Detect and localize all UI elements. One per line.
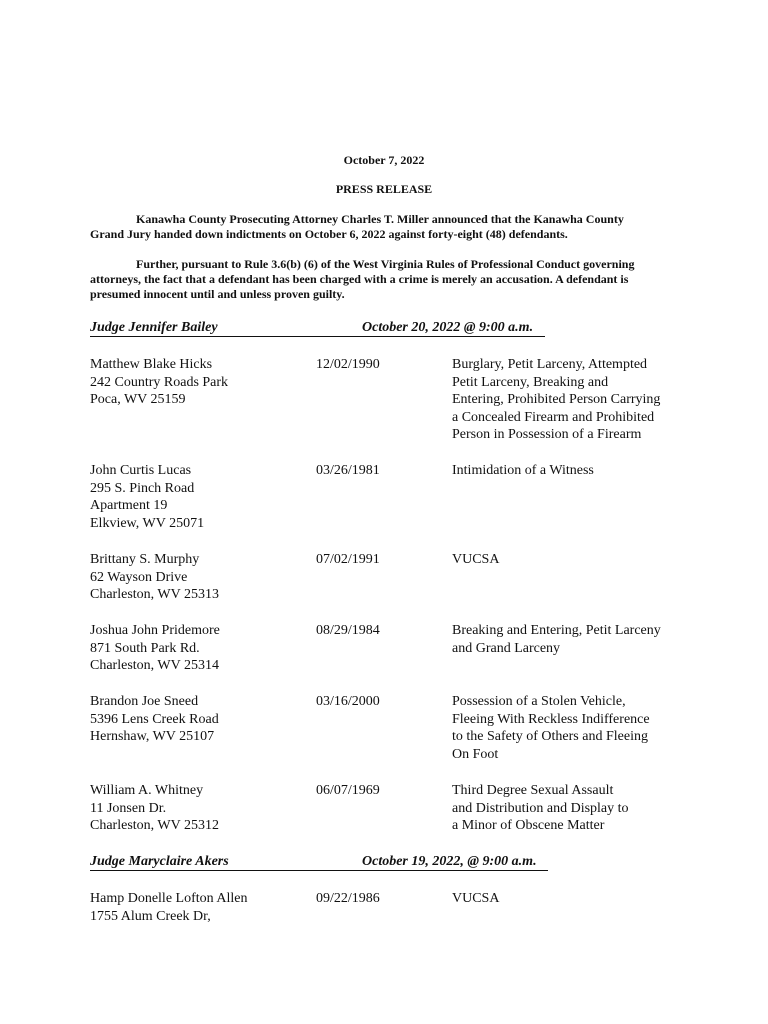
defendant-charges: Burglary, Petit Larceny, Attempted Petit Larceny, Breaking and Entering, Prohibited Person Carrying a Concealed Firearm and Prohibited Person in Possession of a Firearm xyxy=(452,357,661,443)
defendant-charges: VUCSA xyxy=(452,552,500,567)
defendant-dob: 08/29/1984 xyxy=(316,623,380,638)
disclaimer-paragraph: Further, pursuant to Rule 3.6(b) (6) of the West Virginia Rules of Professional Conduct governing attorneys, the fact that a defendant has been charged with a crime is merely an accusation. A defendant is presumed innocent until and unless proven guilty. xyxy=(90,257,635,301)
section-divider xyxy=(90,336,545,337)
defendant-address: John Curtis Lucas 295 S. Pinch Road Apartment 19 Elkview, WV 25071 xyxy=(90,462,310,532)
judge-header-akers xyxy=(90,854,550,870)
defendant-charges: Breaking and Entering, Petit Larceny and Grand Larceny xyxy=(452,623,661,656)
defendant-name: John Curtis Lucas xyxy=(90,463,192,478)
defendant-name: William A. Whitney xyxy=(90,783,204,798)
hearing-date: October 19, 2022, @ 9:00 a.m. xyxy=(362,854,537,869)
defendant-address: William A. Whitney 11 Jonsen Dr. Charleston, WV 25312 xyxy=(90,782,310,835)
judge-header-bailey xyxy=(90,320,550,336)
defendant-name: Brittany S. Murphy xyxy=(90,552,200,567)
defendant-dob: 03/16/2000 xyxy=(316,694,380,709)
release-date: October 7, 2022 xyxy=(343,153,425,167)
defendant-address: Matthew Blake Hicks 242 Country Roads Park Poca, WV 25159 xyxy=(90,356,310,409)
release-title: PRESS RELEASE xyxy=(335,182,433,196)
defendant-address: Joshua John Pridemore 871 South Park Rd. Charleston, WV 25314 xyxy=(90,622,310,675)
defendant-charges: Intimidation of a Witness xyxy=(452,463,594,478)
defendant-name: Joshua John Pridemore xyxy=(90,623,220,638)
defendant-name: Brandon Joe Sneed xyxy=(90,694,199,709)
judge-name: Judge Jennifer Bailey xyxy=(90,320,218,335)
defendant-address: Brittany S. Murphy 62 Wayson Drive Charleston, WV 25313 xyxy=(90,551,310,604)
defendant-address: Hamp Donelle Lofton Allen 1755 Alum Creek Dr, xyxy=(90,890,310,925)
defendant-dob: 09/22/1986 xyxy=(316,891,380,906)
defendant-address: Brandon Joe Sneed 5396 Lens Creek Road Hernshaw, WV 25107 xyxy=(90,693,310,746)
defendant-name: Matthew Blake Hicks xyxy=(90,357,213,372)
defendant-dob: 12/02/1990 xyxy=(316,357,380,372)
hearing-date: October 20, 2022 @ 9:00 a.m. xyxy=(362,320,534,335)
section-divider xyxy=(90,870,548,871)
defendant-dob: 03/26/1981 xyxy=(316,463,380,478)
defendant-dob: 07/02/1991 xyxy=(316,552,380,567)
defendant-dob: 06/07/1969 xyxy=(316,783,380,798)
defendant-charges: Possession of a Stolen Vehicle, Fleeing With Reckless Indifference to the Safety of Others and Fleeing On Foot xyxy=(452,694,650,762)
intro-paragraph: Kanawha County Prosecuting Attorney Charles T. Miller announced that the Kanawha County Grand Jury handed down indictments on October 6, 2022 against forty-eight (48) defendants. xyxy=(90,212,624,241)
defendant-charges: Third Degree Sexual Assault and Distribution and Display to a Minor of Obscene Matter xyxy=(452,783,629,834)
defendant-name: Hamp Donelle Lofton Allen xyxy=(90,891,248,906)
defendant-charges: VUCSA xyxy=(452,891,500,906)
judge-name: Judge Maryclaire Akers xyxy=(90,854,229,869)
